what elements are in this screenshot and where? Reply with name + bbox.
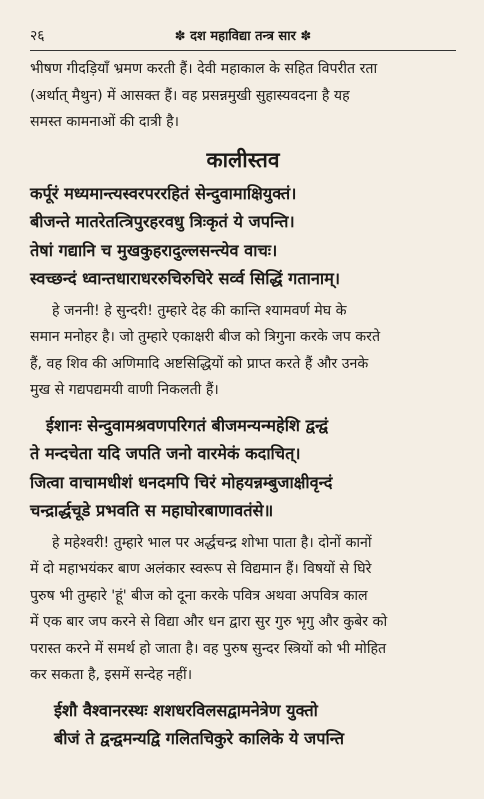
section-title: कालीस्तव <box>206 147 280 172</box>
intro-line: (अर्थात् मैथुन) में आसक्त हैं। वह प्रसन्नमुखी सुहास्यवदना है यह <box>30 87 350 104</box>
verse-1 <box>30 180 456 294</box>
intro-paragraph <box>30 56 456 136</box>
verse-line: बीजन्ते मातरेतत्त्रिपुरहरवधु त्रिःकृतं ये जपन्ति। <box>30 212 295 231</box>
meaning-line: हैं, वह शिव की अणिमादि अष्टसिद्धियों को प्राप्त करते हैं और उनके <box>30 355 369 372</box>
intro-line: भीषण गीदड़ियाँ भ्रमण करती हैं। देवी महाकाल के सहित विपरीत रता <box>30 61 378 77</box>
meaning-line: परास्त करने में समर्थ हो जाता है। वह पुरुष सुन्दर स्त्रियों को भी मोहित <box>30 640 387 657</box>
verse-line: तेषां गद्यानि च मुखकुहरादुल्लसन्त्येव वाचः। <box>30 240 278 260</box>
meaning-line: पुरुष भी तुम्हारे 'हूं' बीज को दूना करके पवित्र अथवा अपवित्र काल <box>30 587 368 604</box>
verse-3 <box>30 697 456 754</box>
verse-2 <box>30 412 456 526</box>
running-head: ✽ दश महाविद्या तन्त्र सार ✽ <box>174 29 312 44</box>
verse-line: स्वच्छन्दं ध्वान्तधाराधररुचिरुचिरे सर्व्व सिद्धिं गतानाम्। <box>30 269 340 288</box>
verse-line: ईशौ वैश्वानरस्थः शशधरविलसद्वामनेत्रेण युक्तो <box>54 700 318 720</box>
meaning-line: मुख से गद्यपद्यमयी वाणी निकलती हैं। <box>30 382 219 398</box>
meaning-line: समान मनोहर है। जो तुम्हारे एकाक्षरी बीज को त्रिगुना करके जप करते <box>30 329 381 345</box>
intro-line: समस्त कामनाओं की दात्री है। <box>30 114 180 130</box>
verse-line: ते मन्दचेता यदि जपति जनो वारमेकं कदाचित्। <box>30 444 301 463</box>
verse-line: बीजं ते द्वन्द्वमन्यद्वि गलितचिकुरे कालिके ये जपन्ति <box>54 729 344 748</box>
meaning-line: हे महेश्वरी! तुम्हारे भाल पर अर्द्धचन्द्र शोभा पाता है। दोनों कानों <box>52 534 372 551</box>
header-rule <box>30 50 456 51</box>
verse-line: चन्द्रार्द्धचूडे प्रभवति स महाघोरबाणावतंसे॥ <box>30 501 274 520</box>
page-header <box>30 0 456 42</box>
verse-line: कर्पूरं मध्यमान्त्यस्वरपररहितं सेन्दुवामाक्षियुक्तं। <box>30 183 297 203</box>
meaning-line: में एक बार जप करने से विद्या और धन द्वारा सुर गुरु भृगु और कुबेर को <box>30 614 388 630</box>
meaning-line: कर सकता है, इसमें सन्देह नहीं। <box>30 667 193 683</box>
meaning-line: में दो महाभयंकर बाण अलंकार स्वरूप से विद्यमान हैं। विषयों से घिरे <box>30 561 372 577</box>
meaning-2 <box>30 530 456 689</box>
page-number: २६ <box>30 28 45 44</box>
meaning-line: हे जननी! हे सुन्दरी! तुम्हारे देह की कान्ति श्यामवर्ण मेघ के <box>52 302 347 319</box>
meaning-1 <box>30 298 456 404</box>
verse-line: जित्वा वाचामधीशं धनदमपि चिरं मोहयन्नम्बुजाक्षीवृन्दं <box>30 472 333 492</box>
verse-line: ईशानः सेन्दुवामश्रवणपरिगतं बीजमन्यन्महेशि द्वन्द्वं <box>46 415 328 435</box>
